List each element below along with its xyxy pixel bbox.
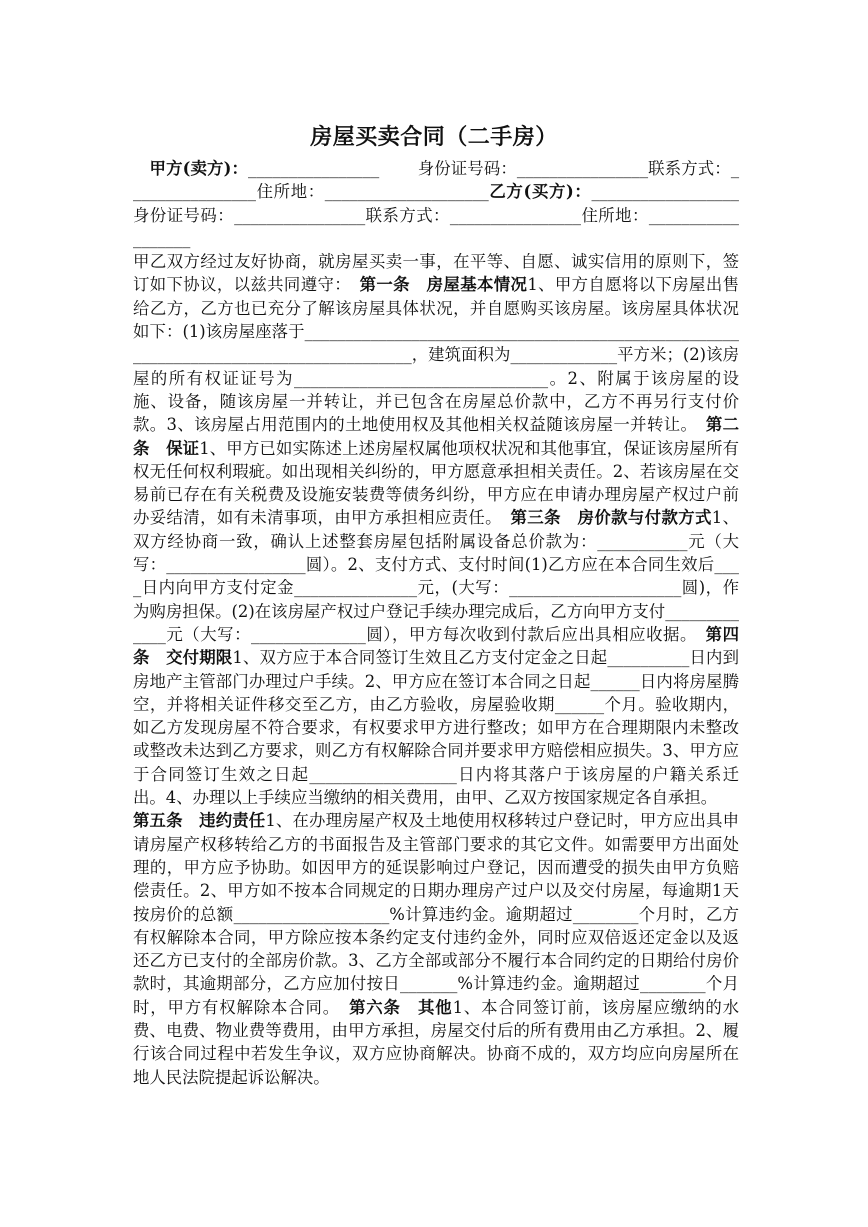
article-5-heading: 第五条 违约责任 [133,811,266,831]
article-3-text: 1、双方经协商一致，确认上述整套房屋包括附属设备总价款为：___________元（大写：_________________圆）。2、支付方式、支付时间(1)乙方应在本合同生效后____日内向甲方支付定金_______________元，(大写：_____________________圆)，作为购房担保。(2)在该房屋产权过户登记手续办理完成后，乙方向甲方支付_____________元（大写：______________圆），甲方每次收到付款后应出具相应收据。 [133,508,739,644]
article-4-text: 1、双方应于本合同签订生效且乙方支付定金之日起__________日内到房地产主管部门办理过户手续。2、甲方应在签订本合同之日起______日内将房屋腾空，并将相关证件移交至乙方，由乙方验收，房屋验收期______个月。验收期内，如乙方发现房屋不符合要求，有权要求甲方进行整改；如甲方在合理期限内未整改或整改未达到乙方要求，则乙方有权解除合同并要求甲方赔偿相应损失。3、甲方应于合同签订生效之日起__________________日内将其落户于该房屋的户籍关系迁出。4、办理以上手续应当缴纳的相关费用，由甲、乙双方按国家规定各自承担。 [133,648,739,808]
article-1-heading: 第一条 房屋基本情况 [359,275,528,295]
article-2-heading: 第二条 保证 [133,415,740,458]
article-6-heading: 第六条 其他 [349,997,453,1017]
article-2-text: 1、甲方已如实陈述上述房屋权属他项权状况和其他事宜，保证该房屋所有权无任何权利瑕疵。如出现相关纠纷的，甲方愿意承担相关责任。2、若该房屋在交易前已存在有关税费及设施安装费等债务纠纷，甲方应在申请办理房屋产权过户前办妥结清，如有未清事项，由甲方承担相应责任。 [133,438,740,528]
parties-paragraph [133,157,777,250]
party-a-line: ________________ 身份证号码：________________联系方式：________________住所地：____________________ [133,159,740,202]
article-4-heading: 第四条 交付期限 [133,624,740,668]
party-b-label: 乙方(买方)： [488,182,592,202]
article-6-text: 1、本合同签订前，该房屋应缴纳的水费、电费、物业费等费用，由甲方承担，房屋交付后的所有费用由乙方承担。2、履行该合同过程中若发生争议，双方应协商解决。协商不成的，双方均应向房屋所在地人民法院提起诉讼解决。 [133,997,739,1087]
main-paragraph [133,250,739,809]
party-a-label: 甲方(卖方)： [149,159,249,178]
contract-body [133,157,777,1089]
party-b-line: __________________ 身份证号码：________________联系方式：________________住所地：__________________ [133,182,777,248]
article-3-heading: 第三条 房价款与付款方式 [510,508,712,528]
article-5-text: 1、在办理房屋产权及土地使用权移转过户登记时，甲方应出具申请房屋产权移转给乙方的书面报告及主管部门要求的其它文件。如需要甲方出面处理的，甲方应予协助。如因甲方的延误影响过户登记，因而遭受的损失由甲方负赔偿责任。2、甲方如不按本合同规定的日期办理房产过户以及交付房屋，每逾期1天按房价的总额___________________%计算违约金。逾期超过________个月时，乙方有权解除本合同，甲方除应按本条约定支付违约金外，同时应双倍返还定金以及返还乙方已支付的全部房价款。3、乙方全部或部分不履行本合同约定的日期给付房价款时，其逾期部分，乙方应加付按日_______%计算违约金。逾期超过________个月时，甲方有权解除本合同。 [133,811,740,1017]
liability-paragraph [133,809,739,1089]
article-1-text: 1、甲方自愿将以下房屋出售给乙方，乙方也已充分了解该房屋具体状况，并自愿购买该房屋。该房屋具体状况如下：(1)该房屋座落于_______________________________________________________________________________________，建筑面积为_____________平方米；(2)该房屋的所有权证证号为_______________________________。2、附属于该房屋的设施、设备，随该房屋一并转让，并已包含在房屋总价款中，乙方不再另行支付价款。3、该房屋占用范围内的土地使用权及其他相关权益随该房屋一并转让。 [133,275,739,435]
preamble-text: 甲乙双方经过友好协商，就房屋买卖一事，在平等、自愿、诚实信用的原则下，签订如下协议，以兹共同遵守： [133,252,739,295]
document-title: 房屋买卖合同（二手房） [310,124,558,150]
